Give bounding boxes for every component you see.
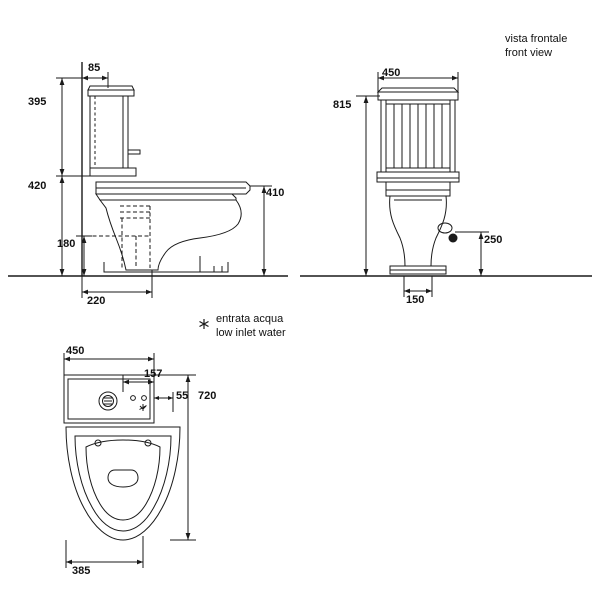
dimension-220 <box>82 270 152 298</box>
dimension-top-55 <box>154 392 173 412</box>
cistern-lid <box>88 90 134 96</box>
side-hidden-lines <box>86 206 152 268</box>
front-cistern-lid <box>378 92 458 100</box>
top-view-group <box>64 353 196 568</box>
plan-bowl-inner <box>86 440 160 520</box>
dimension-top-720 <box>154 375 196 540</box>
dimension-label-side-85: 85 <box>88 62 101 74</box>
plan-cistern-inner <box>68 379 150 419</box>
dimension-top-385 <box>66 536 143 568</box>
front-view-note <box>505 33 567 61</box>
pedestal-base <box>104 262 228 272</box>
front-cistern-lid-top <box>378 88 458 92</box>
water-inlet-marker <box>449 234 458 243</box>
plan-valve-grid <box>104 398 112 404</box>
plan-inlet-star-icon <box>140 404 147 411</box>
dimension-label-top-450: 450 <box>66 345 85 357</box>
plan-inlet-hole-1 <box>131 396 136 401</box>
cistern-base <box>90 168 136 176</box>
flush-lever <box>128 150 140 154</box>
dimension-label-top-720: 720 <box>198 390 217 402</box>
dimension-label-front-450: 450 <box>382 67 401 79</box>
dimension-label-top-55: 55 <box>176 390 189 402</box>
side-view-group <box>8 62 288 298</box>
plan-inlet-hole-2 <box>142 396 147 401</box>
dimension-395 <box>56 78 90 176</box>
dimension-label-front-250: 250 <box>484 234 503 246</box>
plan-bowl-outline <box>66 427 180 540</box>
legend-star-icon <box>200 319 209 329</box>
front-view-note-line2: front view <box>505 46 553 59</box>
front-cistern-flutes <box>386 104 450 168</box>
dimension-label-side-220: 220 <box>87 295 106 307</box>
dimension-label-side-420: 420 <box>28 180 47 192</box>
dimension-front-815 <box>356 96 390 276</box>
toilet-bowl <box>100 200 241 270</box>
legend-line-italian: entrata acqua <box>216 313 284 325</box>
toilet-seat-ring <box>96 194 236 200</box>
front-bowl-top <box>386 182 450 196</box>
cistern-body <box>90 96 128 168</box>
cistern-lid-top <box>88 86 134 90</box>
front-cistern-plinth <box>377 172 459 182</box>
dimension-180 <box>76 236 92 276</box>
dimension-label-front-150: 150 <box>406 294 425 306</box>
legend-line-english: low inlet water <box>216 326 286 339</box>
dimension-85 <box>82 72 108 96</box>
pedestal-detail <box>214 266 222 272</box>
dimension-label-top-157: 157 <box>144 368 163 380</box>
dimension-label-side-410: 410 <box>266 187 285 199</box>
inlet-boss <box>438 223 452 233</box>
water-inlet-legend <box>216 313 286 341</box>
dimension-label-top-385: 385 <box>72 565 91 577</box>
plan-outlet <box>108 470 138 487</box>
dimension-label-front-815: 815 <box>333 99 352 111</box>
dimension-420 <box>56 176 100 276</box>
front-bowl-body <box>390 196 447 266</box>
front-view-note-line1: vista frontale <box>505 33 568 45</box>
dimension-label-side-180: 180 <box>57 238 76 250</box>
dimension-label-side-395: 395 <box>28 96 47 108</box>
